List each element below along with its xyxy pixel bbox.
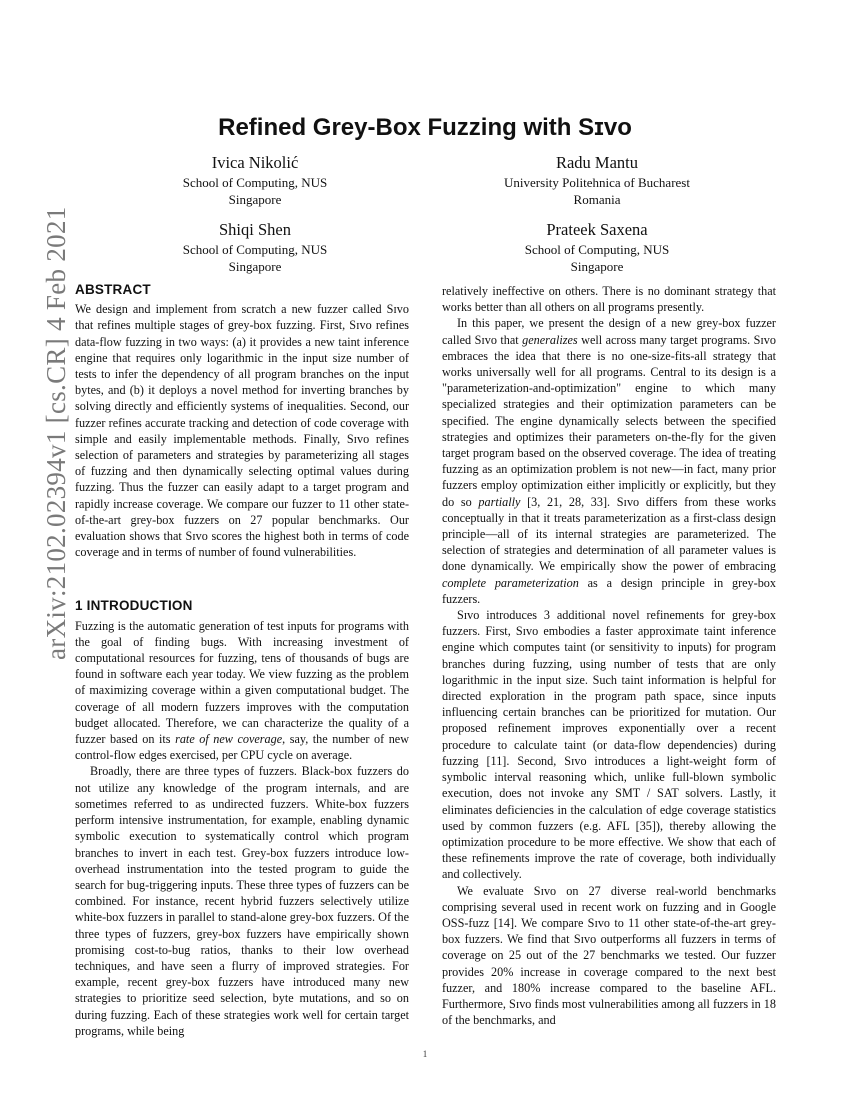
intro-paragraph: relatively ineffective on others. There is no dominant strategy that works better than all others on all programs presently.	[442, 284, 776, 315]
intro-paragraph: We evaluate Sɪᴠᴏ on 27 diverse real-world benchmarks comprising several used in recent work on fuzzing and in Google OSS-fuzz [14]. We compare Sɪᴠᴏ to 11 other state-of-the-art grey-box fuzzers. We find that Sɪᴠᴏ outperforms all fuzzers in terms of coverage on 25 out of the 27 benchmarks we tested. Our fuzzer provides 20% increase in coverage compared to the next best fuzzer, and 180% increase compared to the baseline AFL. Furthermore, Sɪᴠᴏ finds most vulnerabilities among all fuzzers in 18 of the benchmarks, and	[442, 883, 776, 1028]
author-affiliation: University Politehnica of Bucharest	[504, 175, 690, 190]
left-column	[75, 282, 409, 1039]
arxiv-identifier: arXiv:2102.02394v1 [cs.CR] 4 Feb 2021	[41, 206, 71, 660]
intro-paragraph: Sɪᴠᴏ introduces 3 additional novel refinements for grey-box fuzzers. First, Sɪᴠᴏ embodies a faster approximate taint inference engine which computes taint (or sensitivity to inputs) for program branches during fuzzing, using number of tests that are only logarithmic in the input size. Such taint information is helpful for directed exploration in the program path space, since inputs influencing certain branches can be prioritized for mutation. Our proposed refinement improves exponentially over a recent procedure to calculate taint (or data-flow dependencies) during fuzzing [11]. Second, Sɪᴠᴏ introduces a light-weight form of symbolic interval reasoning which, unlike full-blown symbolic execution, does not invoke any SMT / SAT solvers. Lastly, it eliminates deficiencies in the calculation of edge coverage statistics used by common fuzzers (e.g. AFL [35]), thereby allowing the optimization procedure to be more effective. We show that each of these refinements improve the rate of coverage, both individually and collectively.	[442, 608, 776, 882]
abstract-heading: ABSTRACT	[75, 282, 151, 297]
author-location: Singapore	[228, 192, 282, 207]
author-name: Radu Mantu	[555, 153, 639, 172]
author-affiliation: School of Computing, NUS	[182, 175, 328, 190]
right-column	[442, 283, 776, 1028]
introduction-heading: 1 INTRODUCTION	[75, 598, 193, 614]
author-name: Ivica Nikolić	[211, 153, 299, 172]
author-block	[130, 152, 380, 208]
page-number: 1	[422, 1049, 428, 1059]
author-block	[130, 219, 380, 275]
author-affiliation: School of Computing, NUS	[524, 242, 670, 257]
intro-paragraph: In this paper, we present the design of a new grey-box fuzzer called Sɪᴠᴏ that generalizes well across many target programs. Sɪᴠᴏ embraces the idea that there is no one-size-fits-all strategy that works universally well for all programs. Central to its design is a "parameterization-and-optimization" engine to which many specialized strategies and their optimization parameters can be specified. The engine dynamically selects between the specified strategies and optimizes their parameters on-the-fly for the given target program based on the observed coverage. The idea of treating fuzzing as an optimization problem is not new—in fact, many prior fuzzers employ optimization either implicitly or explicitly, but they do so partially [3, 21, 28, 33]. Sɪᴠᴏ differs from these works conceptually in that it treats parameterization as a first-class design principle—all of its internal strategies are parameterized. The selection of strategies and determination of all parameter values is done dynamically. We empirically show the power of embracing complete parameterization as a design principle in grey-box fuzzers.	[442, 316, 776, 606]
author-name: Prateek Saxena	[546, 220, 648, 239]
author-name: Shiqi Shen	[219, 220, 291, 239]
author-location: Singapore	[570, 259, 624, 274]
author-block	[472, 152, 722, 208]
intro-paragraph: Broadly, there are three types of fuzzers. Black-box fuzzers do not utilize any knowledge of the program internals, and are sometimes referred to as undirected fuzzers. White-box fuzzers perform intensive instrumentation, for example, enabling dynamic symbolic execution to systematically control which program branches to invert in each test. Grey-box fuzzers introduce low-overhead instrumentation into the tested program to guide the search for bug-triggering inputs. These three types of fuzzers can be combined. For instance, recent hybrid fuzzers selectively utilize white-box fuzzers in parallel to stand-alone grey-box fuzzers. Of the three types of fuzzers, grey-box fuzzers have empirically shown promising cost-to-bug ratios, thanks to their low overhead techniques, and have seen a flurry of improved strategies. For example, recent grey-box fuzzers have introduced many new strategies to prioritize seed selection, byte mutations, and so on during fuzzing. Each of these strategies work well for certain target programs, while being	[75, 764, 409, 1038]
author-block	[472, 219, 722, 275]
paper-title: Refined Grey-Box Fuzzing with Sɪᴠᴏ	[218, 114, 632, 141]
abstract-text: We design and implement from scratch a new fuzzer called Sɪᴠᴏ that refines multiple stages of grey-box fuzzing. First, Sɪᴠᴏ refines data-flow fuzzing in two ways: (a) it provides a new taint inference engine that requires only logarithmic in the input size number of tests to infer the dependency of all program branches on the input bytes, and (b) it deploys a novel method for inverting branches by solving directly and efficiently systems of inequalities. Second, our fuzzer refines accurate tracking and detection of code coverage with simple and easily implementable methods. Finally, Sɪᴠᴏ refines selection of parameters and strategies by parameterizing all stages of fuzzing and then dynamically selecting optimal values during fuzzing. Thus the fuzzer can easily adapt to a target program and rapidly increase coverage. We compare our fuzzer to 11 other state-of-the-art grey-box fuzzers on 27 popular benchmarks. Our evaluation shows that Sɪᴠᴏ scores the highest both in terms of code coverage and in terms of number of found vulnerabilities.	[75, 302, 409, 560]
author-location: Romania	[573, 192, 621, 207]
author-affiliation: School of Computing, NUS	[182, 242, 328, 257]
intro-paragraph: Fuzzing is the automatic generation of test inputs for programs with the goal of finding bugs. With increasing investment of computational resources for fuzzing, tens of thousands of bugs are found in software each year today. We view fuzzing as the problem of maximizing coverage within a given computational budget. The coverage of all modern fuzzers improves with the computation budget allocated. Therefore, we can characterize the quality of a fuzzer based on its rate of new coverage, say, the number of new control-flow edges exercised, per CPU cycle on average.	[75, 618, 409, 763]
author-location: Singapore	[228, 259, 282, 274]
